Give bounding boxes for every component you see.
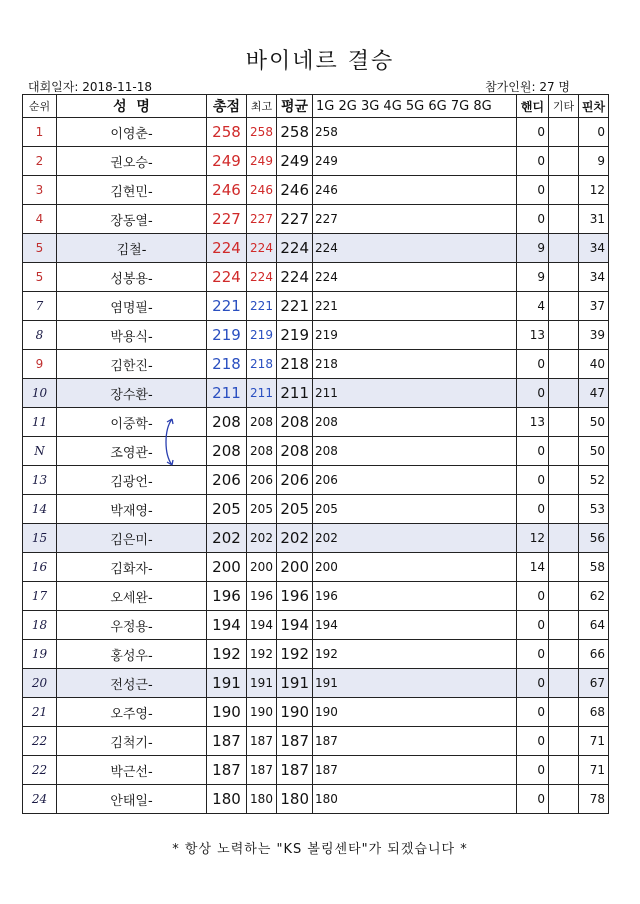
- pin-diff-cell: 71: [579, 727, 609, 756]
- name-cell: 홍성우-: [57, 640, 207, 669]
- rank-cell: 17: [23, 582, 57, 611]
- game1-cell: 194: [313, 611, 517, 640]
- total-cell: 196: [207, 582, 247, 611]
- rank-cell: 19: [23, 640, 57, 669]
- best-cell: 192: [247, 640, 277, 669]
- table-row: [23, 640, 609, 669]
- total-cell: 190: [207, 698, 247, 727]
- name-cell: 성봉용-: [57, 263, 207, 292]
- total-cell: 208: [207, 408, 247, 437]
- etc-cell: [549, 466, 579, 495]
- table-row: [23, 176, 609, 205]
- game1-cell: 187: [313, 756, 517, 785]
- table-row: [23, 379, 609, 408]
- etc-cell: [549, 727, 579, 756]
- handicap-cell: 0: [517, 176, 549, 205]
- game1-cell: 206: [313, 466, 517, 495]
- etc-cell: [549, 582, 579, 611]
- best-cell: 190: [247, 698, 277, 727]
- total-cell: 224: [207, 263, 247, 292]
- table-row: [23, 437, 609, 466]
- best-cell: 196: [247, 582, 277, 611]
- game1-cell: 208: [313, 437, 517, 466]
- etc-cell: [549, 611, 579, 640]
- game1-cell: 192: [313, 640, 517, 669]
- etc-cell: [549, 118, 579, 147]
- total-cell: 249: [207, 147, 247, 176]
- handicap-cell: 13: [517, 321, 549, 350]
- rank-cell: 16: [23, 553, 57, 582]
- name-cell: 오주영-: [57, 698, 207, 727]
- etc-cell: [549, 205, 579, 234]
- name-cell: 박재영-: [57, 495, 207, 524]
- pin-diff-cell: 34: [579, 234, 609, 263]
- col-rank: 순위: [23, 95, 57, 118]
- total-cell: 218: [207, 350, 247, 379]
- rank-cell: 8: [23, 321, 57, 350]
- page-title: 바이네르 결승: [245, 49, 395, 74]
- pin-diff-cell: 66: [579, 640, 609, 669]
- best-cell: 187: [247, 756, 277, 785]
- game1-cell: 221: [313, 292, 517, 321]
- tournament-date: 대회일자: 2018-11-18: [28, 80, 152, 94]
- col-etc: 기타: [549, 95, 579, 118]
- total-cell: 180: [207, 785, 247, 814]
- total-cell: 258: [207, 118, 247, 147]
- game1-cell: 224: [313, 234, 517, 263]
- col-name: 성 명: [57, 95, 207, 118]
- avg-cell: 187: [277, 756, 313, 785]
- game1-cell: 205: [313, 495, 517, 524]
- name-cell: 염명필-: [57, 292, 207, 321]
- game1-cell: 191: [313, 669, 517, 698]
- pin-diff-cell: 40: [579, 350, 609, 379]
- game1-cell: 200: [313, 553, 517, 582]
- name-cell: 김한진-: [57, 350, 207, 379]
- pin-diff-cell: 52: [579, 466, 609, 495]
- best-cell: 205: [247, 495, 277, 524]
- table-row: [23, 292, 609, 321]
- best-cell: 200: [247, 553, 277, 582]
- rank-cell: 1: [23, 118, 57, 147]
- name-cell: 김광언-: [57, 466, 207, 495]
- col-avg: 평균: [277, 95, 313, 118]
- handicap-cell: 0: [517, 466, 549, 495]
- avg-cell: 191: [277, 669, 313, 698]
- game1-cell: 249: [313, 147, 517, 176]
- etc-cell: [549, 292, 579, 321]
- etc-cell: [549, 640, 579, 669]
- etc-cell: [549, 263, 579, 292]
- best-cell: 191: [247, 669, 277, 698]
- avg-cell: 205: [277, 495, 313, 524]
- col-total: 총점: [207, 95, 247, 118]
- avg-cell: 246: [277, 176, 313, 205]
- avg-cell: 224: [277, 234, 313, 263]
- handicap-cell: 0: [517, 582, 549, 611]
- name-cell: 김척기-: [57, 727, 207, 756]
- handicap-cell: 9: [517, 263, 549, 292]
- table-row: [23, 698, 609, 727]
- avg-cell: 194: [277, 611, 313, 640]
- col-handicap: 핸디: [517, 95, 549, 118]
- pin-diff-cell: 78: [579, 785, 609, 814]
- avg-cell: 208: [277, 437, 313, 466]
- game1-cell: 227: [313, 205, 517, 234]
- pin-diff-cell: 62: [579, 582, 609, 611]
- rank-cell: 22: [23, 727, 57, 756]
- best-cell: 249: [247, 147, 277, 176]
- handicap-cell: 0: [517, 727, 549, 756]
- total-cell: 219: [207, 321, 247, 350]
- handicap-cell: 0: [517, 379, 549, 408]
- name-cell: 오세완-: [57, 582, 207, 611]
- table-row: [23, 118, 609, 147]
- pin-diff-cell: 68: [579, 698, 609, 727]
- table-row: [23, 408, 609, 437]
- rank-cell: 4: [23, 205, 57, 234]
- game1-cell: 246: [313, 176, 517, 205]
- name-cell: 이중학-: [57, 408, 207, 437]
- col-games: 1G 2G 3G 4G 5G 6G 7G 8G: [313, 95, 517, 118]
- etc-cell: [549, 698, 579, 727]
- total-cell: 191: [207, 669, 247, 698]
- total-cell: 206: [207, 466, 247, 495]
- pin-diff-cell: 0: [579, 118, 609, 147]
- etc-cell: [549, 553, 579, 582]
- rank-cell: 9: [23, 350, 57, 379]
- name-cell: 김현민-: [57, 176, 207, 205]
- rank-cell: 22: [23, 756, 57, 785]
- rank-cell: 11: [23, 408, 57, 437]
- etc-cell: [549, 408, 579, 437]
- game1-cell: 219: [313, 321, 517, 350]
- col-pin-diff: 핀차: [579, 95, 609, 118]
- total-cell: 192: [207, 640, 247, 669]
- table-row: [23, 524, 609, 553]
- handicap-cell: 13: [517, 408, 549, 437]
- handicap-cell: 0: [517, 205, 549, 234]
- avg-cell: 224: [277, 263, 313, 292]
- avg-cell: 249: [277, 147, 313, 176]
- total-cell: 202: [207, 524, 247, 553]
- name-cell: 장동열-: [57, 205, 207, 234]
- pin-diff-cell: 50: [579, 437, 609, 466]
- pin-diff-cell: 9: [579, 147, 609, 176]
- pin-diff-cell: 12: [579, 176, 609, 205]
- etc-cell: [549, 495, 579, 524]
- swap-arrow-icon: [160, 416, 182, 468]
- best-cell: 194: [247, 611, 277, 640]
- handicap-cell: 12: [517, 524, 549, 553]
- handicap-cell: 0: [517, 756, 549, 785]
- pin-diff-cell: 50: [579, 408, 609, 437]
- best-cell: 180: [247, 785, 277, 814]
- pin-diff-cell: 34: [579, 263, 609, 292]
- name-cell: 전성근-: [57, 669, 207, 698]
- rank-cell: 10: [23, 379, 57, 408]
- name-cell: 우정용-: [57, 611, 207, 640]
- col-best: 최고: [247, 95, 277, 118]
- game1-cell: 190: [313, 698, 517, 727]
- game1-cell: 211: [313, 379, 517, 408]
- rank-cell: 14: [23, 495, 57, 524]
- total-cell: 246: [207, 176, 247, 205]
- avg-cell: 206: [277, 466, 313, 495]
- etc-cell: [549, 379, 579, 408]
- pin-diff-cell: 71: [579, 756, 609, 785]
- game1-cell: 196: [313, 582, 517, 611]
- avg-cell: 202: [277, 524, 313, 553]
- avg-cell: 219: [277, 321, 313, 350]
- pin-diff-cell: 53: [579, 495, 609, 524]
- game1-cell: 218: [313, 350, 517, 379]
- handicap-cell: 0: [517, 611, 549, 640]
- avg-cell: 200: [277, 553, 313, 582]
- avg-cell: 221: [277, 292, 313, 321]
- total-cell: 208: [207, 437, 247, 466]
- handicap-cell: 0: [517, 437, 549, 466]
- pin-diff-cell: 37: [579, 292, 609, 321]
- pin-diff-cell: 47: [579, 379, 609, 408]
- table-row: [23, 495, 609, 524]
- best-cell: 211: [247, 379, 277, 408]
- game1-cell: 208: [313, 408, 517, 437]
- avg-cell: 187: [277, 727, 313, 756]
- name-cell: 박용식-: [57, 321, 207, 350]
- game1-cell: 224: [313, 263, 517, 292]
- game1-cell: 258: [313, 118, 517, 147]
- footer-slogan: * 항상 노력하는 "KS 볼링센타"가 되겠습니다 *: [172, 842, 468, 857]
- table-row: [23, 350, 609, 379]
- game1-cell: 180: [313, 785, 517, 814]
- name-cell: 장수환-: [57, 379, 207, 408]
- handicap-cell: 9: [517, 234, 549, 263]
- avg-cell: 208: [277, 408, 313, 437]
- handicap-cell: 14: [517, 553, 549, 582]
- total-cell: 227: [207, 205, 247, 234]
- rank-cell: 18: [23, 611, 57, 640]
- total-cell: 200: [207, 553, 247, 582]
- total-cell: 187: [207, 756, 247, 785]
- best-cell: 227: [247, 205, 277, 234]
- name-cell: 안태일-: [57, 785, 207, 814]
- rank-cell: 13: [23, 466, 57, 495]
- header-row: [23, 95, 609, 118]
- handicap-cell: 0: [517, 147, 549, 176]
- etc-cell: [549, 350, 579, 379]
- avg-cell: 218: [277, 350, 313, 379]
- etc-cell: [549, 147, 579, 176]
- best-cell: 246: [247, 176, 277, 205]
- game1-cell: 202: [313, 524, 517, 553]
- rank-cell: 5: [23, 234, 57, 263]
- pin-diff-cell: 39: [579, 321, 609, 350]
- best-cell: 218: [247, 350, 277, 379]
- etc-cell: [549, 437, 579, 466]
- table-row: [23, 205, 609, 234]
- best-cell: 187: [247, 727, 277, 756]
- rank-cell: 3: [23, 176, 57, 205]
- handicap-cell: 0: [517, 698, 549, 727]
- table-row: [23, 321, 609, 350]
- name-cell: 김화자-: [57, 553, 207, 582]
- best-cell: 224: [247, 263, 277, 292]
- table-row: [23, 234, 609, 263]
- pin-diff-cell: 67: [579, 669, 609, 698]
- name-cell: 조영관-: [57, 437, 207, 466]
- best-cell: 224: [247, 234, 277, 263]
- results-table: [22, 94, 609, 814]
- handicap-cell: 0: [517, 785, 549, 814]
- table-row: [23, 147, 609, 176]
- avg-cell: 180: [277, 785, 313, 814]
- etc-cell: [549, 756, 579, 785]
- name-cell: 김은미-: [57, 524, 207, 553]
- handicap-cell: 0: [517, 495, 549, 524]
- total-cell: 224: [207, 234, 247, 263]
- handicap-cell: 4: [517, 292, 549, 321]
- name-cell: 이영춘-: [57, 118, 207, 147]
- best-cell: 219: [247, 321, 277, 350]
- game1-cell: 187: [313, 727, 517, 756]
- rank-cell: 21: [23, 698, 57, 727]
- etc-cell: [549, 669, 579, 698]
- table-row: [23, 611, 609, 640]
- etc-cell: [549, 321, 579, 350]
- table-row: [23, 466, 609, 495]
- best-cell: 208: [247, 437, 277, 466]
- total-cell: 211: [207, 379, 247, 408]
- handicap-cell: 0: [517, 669, 549, 698]
- total-cell: 205: [207, 495, 247, 524]
- table-row: [23, 669, 609, 698]
- rank-cell: 7: [23, 292, 57, 321]
- etc-cell: [549, 785, 579, 814]
- rank-cell: 15: [23, 524, 57, 553]
- rank-cell: 2: [23, 147, 57, 176]
- best-cell: 208: [247, 408, 277, 437]
- table-row: [23, 582, 609, 611]
- pin-diff-cell: 58: [579, 553, 609, 582]
- avg-cell: 190: [277, 698, 313, 727]
- handicap-cell: 0: [517, 118, 549, 147]
- etc-cell: [549, 524, 579, 553]
- table-row: [23, 727, 609, 756]
- rank-cell: 5: [23, 263, 57, 292]
- handicap-cell: 0: [517, 350, 549, 379]
- pin-diff-cell: 31: [579, 205, 609, 234]
- best-cell: 221: [247, 292, 277, 321]
- etc-cell: [549, 234, 579, 263]
- etc-cell: [549, 176, 579, 205]
- rank-cell: 20: [23, 669, 57, 698]
- rank-cell: 24: [23, 785, 57, 814]
- avg-cell: 192: [277, 640, 313, 669]
- name-cell: 김철-: [57, 234, 207, 263]
- table-row: [23, 785, 609, 814]
- best-cell: 202: [247, 524, 277, 553]
- participant-count: 참가인원: 27 명: [485, 80, 570, 94]
- total-cell: 187: [207, 727, 247, 756]
- total-cell: 221: [207, 292, 247, 321]
- pin-diff-cell: 56: [579, 524, 609, 553]
- best-cell: 206: [247, 466, 277, 495]
- pin-diff-cell: 64: [579, 611, 609, 640]
- handicap-cell: 0: [517, 640, 549, 669]
- name-cell: 권오승-: [57, 147, 207, 176]
- table-row: [23, 553, 609, 582]
- total-cell: 194: [207, 611, 247, 640]
- avg-cell: 196: [277, 582, 313, 611]
- name-cell: 박근선-: [57, 756, 207, 785]
- avg-cell: 227: [277, 205, 313, 234]
- table-row: [23, 756, 609, 785]
- rank-cell: N: [23, 437, 57, 466]
- avg-cell: 258: [277, 118, 313, 147]
- table-row: [23, 263, 609, 292]
- best-cell: 258: [247, 118, 277, 147]
- avg-cell: 211: [277, 379, 313, 408]
